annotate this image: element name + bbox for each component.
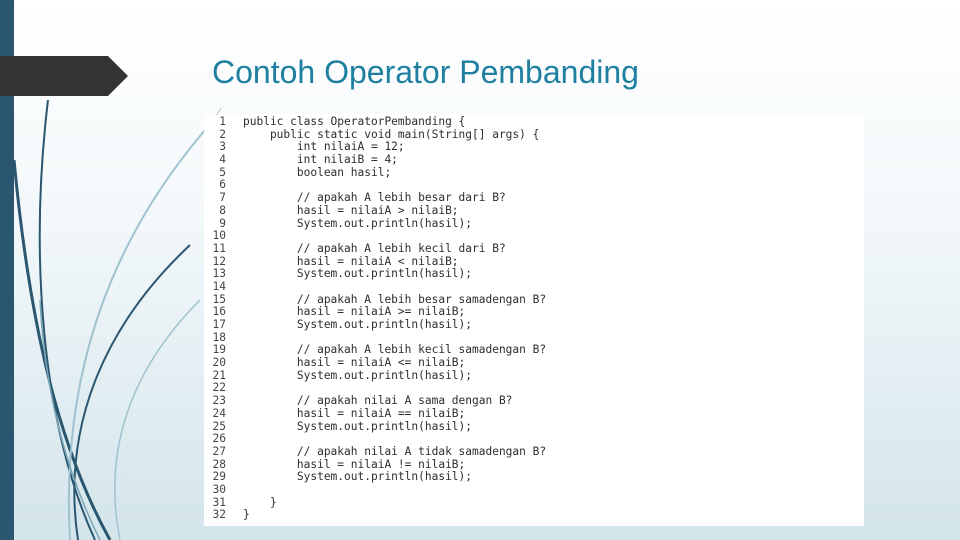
code-text: // apakah nilai A sama dengan B? xyxy=(243,394,513,408)
code-text: // apakah nilai A tidak samadengan B? xyxy=(243,444,547,458)
line-number: 20 xyxy=(212,356,226,370)
line-number: 7 xyxy=(219,191,226,205)
line-number: 27 xyxy=(212,444,226,458)
line-number: 18 xyxy=(212,330,226,344)
code-line xyxy=(204,370,864,383)
code-text: hasil = nilaiA == nilaiB; xyxy=(243,406,466,420)
line-number: 23 xyxy=(212,394,226,408)
line-number: 14 xyxy=(212,279,226,293)
code-line xyxy=(204,167,864,180)
line-number: 22 xyxy=(212,381,226,395)
line-number: 28 xyxy=(212,457,226,471)
line-number: 5 xyxy=(219,165,226,179)
code-text: // apakah A lebih besar samadengan B? xyxy=(243,292,547,306)
code-line xyxy=(204,484,864,497)
line-number: 31 xyxy=(212,495,226,509)
code-screenshot xyxy=(204,108,864,526)
code-text: // apakah A lebih kecil samadengan B? xyxy=(243,343,547,357)
code-text: System.out.println(hasil); xyxy=(243,216,473,230)
code-text: hasil = nilaiA > nilaiB; xyxy=(243,203,459,217)
code-line xyxy=(204,319,864,332)
code-line xyxy=(204,497,864,510)
line-number: 11 xyxy=(212,241,226,255)
line-number: 2 xyxy=(219,127,226,141)
slide-title: Contoh Operator Pembanding xyxy=(212,54,639,90)
code-text: public class OperatorPembanding { xyxy=(243,115,466,128)
code-text: // apakah A lebih kecil dari B? xyxy=(243,241,506,255)
code-text: int nilaiA = 12; xyxy=(243,140,405,154)
code-lines xyxy=(204,116,864,522)
line-number: 32 xyxy=(212,508,226,522)
code-text: System.out.println(hasil); xyxy=(243,318,473,331)
line-number: 10 xyxy=(212,229,226,243)
line-number: 12 xyxy=(212,254,226,268)
line-number: 13 xyxy=(212,267,226,281)
code-line xyxy=(204,509,864,522)
code-text: System.out.println(hasil); xyxy=(243,470,473,484)
line-number: 9 xyxy=(219,216,226,230)
line-number: 8 xyxy=(219,203,226,217)
line-number: 16 xyxy=(212,305,226,319)
code-line xyxy=(204,471,864,484)
code-text: System.out.println(hasil); xyxy=(243,267,473,281)
line-number: 4 xyxy=(219,153,226,167)
code-text: hasil = nilaiA != nilaiB; xyxy=(243,457,466,471)
line-number: 24 xyxy=(212,406,226,420)
line-number: 21 xyxy=(212,368,226,382)
line-number: 15 xyxy=(212,292,226,306)
scroll-mark: ⁄ xyxy=(218,108,220,118)
code-text: // apakah A lebih besar dari B? xyxy=(243,191,506,205)
line-number: 6 xyxy=(219,178,226,192)
line-number: 29 xyxy=(212,470,226,484)
code-text: hasil = nilaiA < nilaiB; xyxy=(243,254,459,268)
line-number: 19 xyxy=(212,343,226,357)
code-text: int nilaiB = 4; xyxy=(243,153,398,167)
line-number: 17 xyxy=(212,318,226,331)
code-text: System.out.println(hasil); xyxy=(243,419,473,433)
line-number: 30 xyxy=(212,482,226,496)
line-number: 1 xyxy=(219,115,226,128)
code-text: public static void main(String[] args) { xyxy=(243,127,540,141)
code-line xyxy=(204,218,864,231)
code-line xyxy=(204,421,864,434)
code-text: boolean hasil; xyxy=(243,165,392,179)
line-number: 25 xyxy=(212,419,226,433)
code-text: hasil = nilaiA <= nilaiB; xyxy=(243,356,466,370)
code-line xyxy=(204,268,864,281)
code-text: } xyxy=(243,508,250,522)
code-text: hasil = nilaiA >= nilaiB; xyxy=(243,305,466,319)
line-number: 26 xyxy=(212,432,226,446)
code-text: System.out.println(hasil); xyxy=(243,368,473,382)
title-tab-arrow xyxy=(0,56,128,96)
line-number: 3 xyxy=(219,140,226,154)
code-text: } xyxy=(243,495,277,509)
